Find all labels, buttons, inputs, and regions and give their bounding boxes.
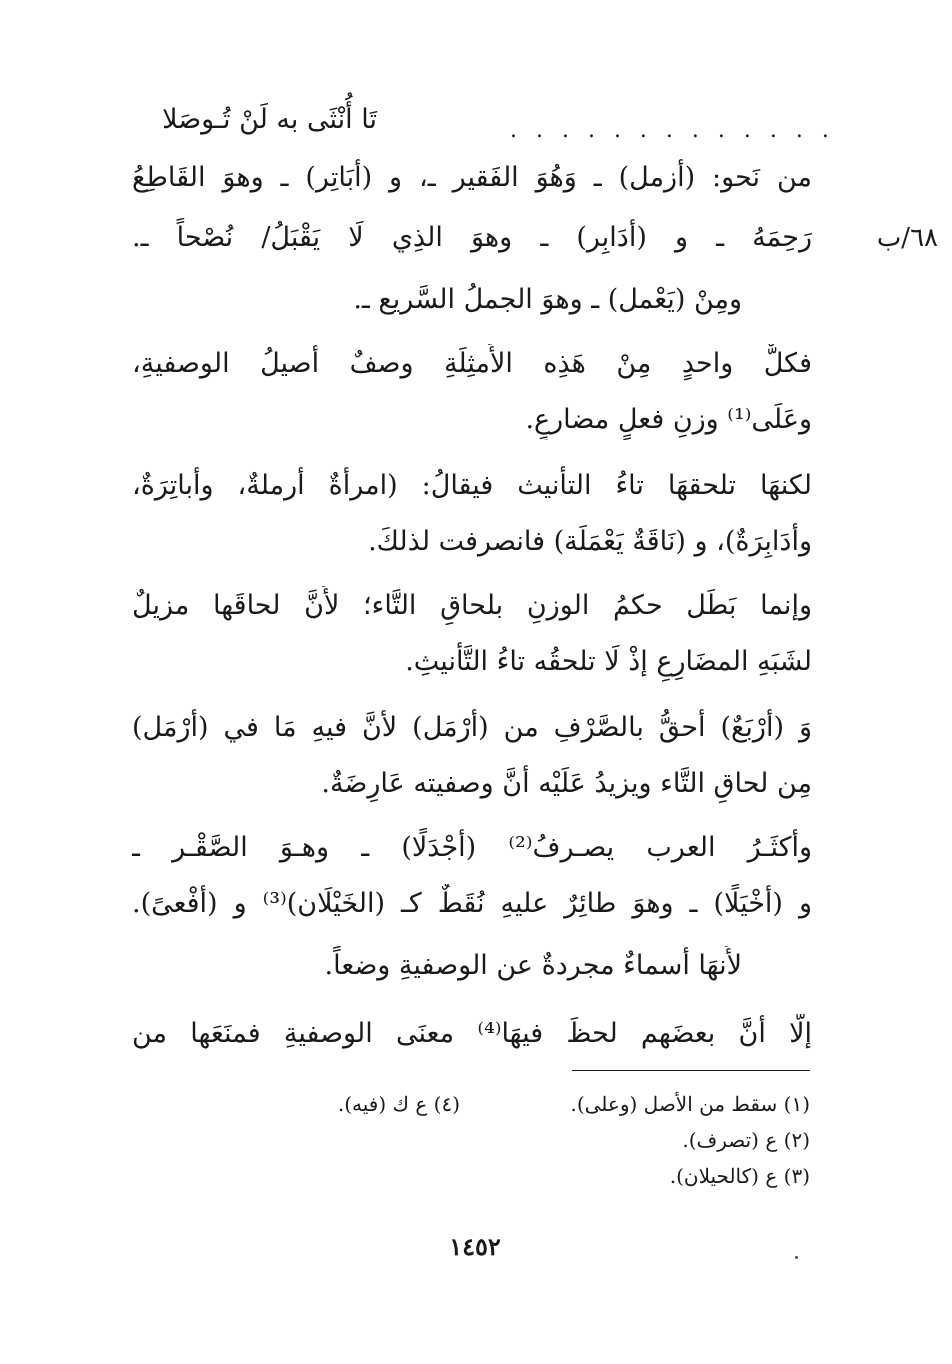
verse-line: تَا أُنْثَى به لَنْ تُـوصَلا <box>162 104 377 135</box>
margin-folio-note: ٦٨/ب <box>876 223 938 253</box>
body-line-11: مِن لحاقِ التَّاء ويزيدُ عَلَيْه أَنَّ وصفيته عَارِضَةٌ. <box>321 768 812 799</box>
body-line-2: رَحِمَهُ ـ و (أَدَابِر) ـ وهوَ الذِي لَا يَقْبَلُ/ نُصْحاً ـ. <box>132 222 812 253</box>
footnote-1: (١) سقط من الأصل (وعلى). <box>570 1092 810 1116</box>
body-line-1: من نَحو: (أَزمل) ـ وَهُوَ الفَقير ـ، و (أَبَاتِر) ـ وهوَ القَاطِعُ <box>132 162 812 193</box>
page-number: ١٤٥٢ <box>449 1232 501 1261</box>
footnote-2: (٢) ع (تصرف). <box>682 1128 810 1152</box>
body-line-15: إلَّا أَنَّ بعضَهم لحظَ فيهَا⁽⁴⁾ معنَى الوصفيةِ فمنَعَها من <box>132 1018 812 1049</box>
body-line-8: وإنما بَطَل حكمُ الوزنِ بلحاقِ التَّاء؛ لأَنَّ لحاقَها مزيلٌ <box>132 590 812 621</box>
body-line-12: وأكثَـرُ العرب يصـرفُ⁽²⁾ (أَجْدَلًا) ـ وهـوَ الصَّقْـر ـ <box>132 832 812 863</box>
body-line-10: وَ (أَرْبَعٌ) أحقُّ بالصَّرْفِ من (أَرْمَل) لأنَّ فيهِ مَا في (أَرْمَل) <box>132 712 812 743</box>
body-line-7: وأدَابِرَةٌ)، و (نَاقَةٌ يَعْمَلَة) فانصرفت لذلكَ. <box>368 526 812 557</box>
body-line-4: فكلٌّ واحدٍ مِنْ هَذِه الأَمثِلَةِ وصفٌ أصيلُ الوصفيةِ، <box>132 348 812 379</box>
body-line-5: وعَلَى⁽¹⁾ وزنِ فعلٍ مضارعٍ. <box>525 404 812 435</box>
body-line-3: ومِنْ (يَعْمل) ـ وهوَ الجملُ السَّريع ـ. <box>353 284 742 315</box>
body-line-13: و (أَخْيَلًا) ـ وهوَ طائِرٌ عليهِ نُقَطٌ كـ (الخَيْلَان)⁽³⁾ و (أَفْعىً). <box>132 888 812 919</box>
verse-ellipsis: . . . . . . . . . . . . . <box>510 118 835 143</box>
body-line-9: لشَبَهِ المضَارِعِ إذْ لَا تلحقُه تاءُ التَّأْنيثِ. <box>405 646 812 677</box>
footnote-divider <box>572 1070 810 1071</box>
body-line-6: لكنهَا تلحقهَا تاءُ التأنيث فيقالُ: (امرأةٌ أرملةٌ، وأباتِرَةٌ، <box>132 470 812 501</box>
footnote-3: (٣) ع (كالحيلان). <box>669 1164 810 1188</box>
footnote-4: (٤) ع ك (فيه). <box>337 1092 460 1116</box>
body-line-14: لأَنهَا أسماءٌ مجردةٌ عن الوصفيةِ وضعاً. <box>324 950 742 981</box>
stray-dot-mark <box>795 1256 798 1259</box>
